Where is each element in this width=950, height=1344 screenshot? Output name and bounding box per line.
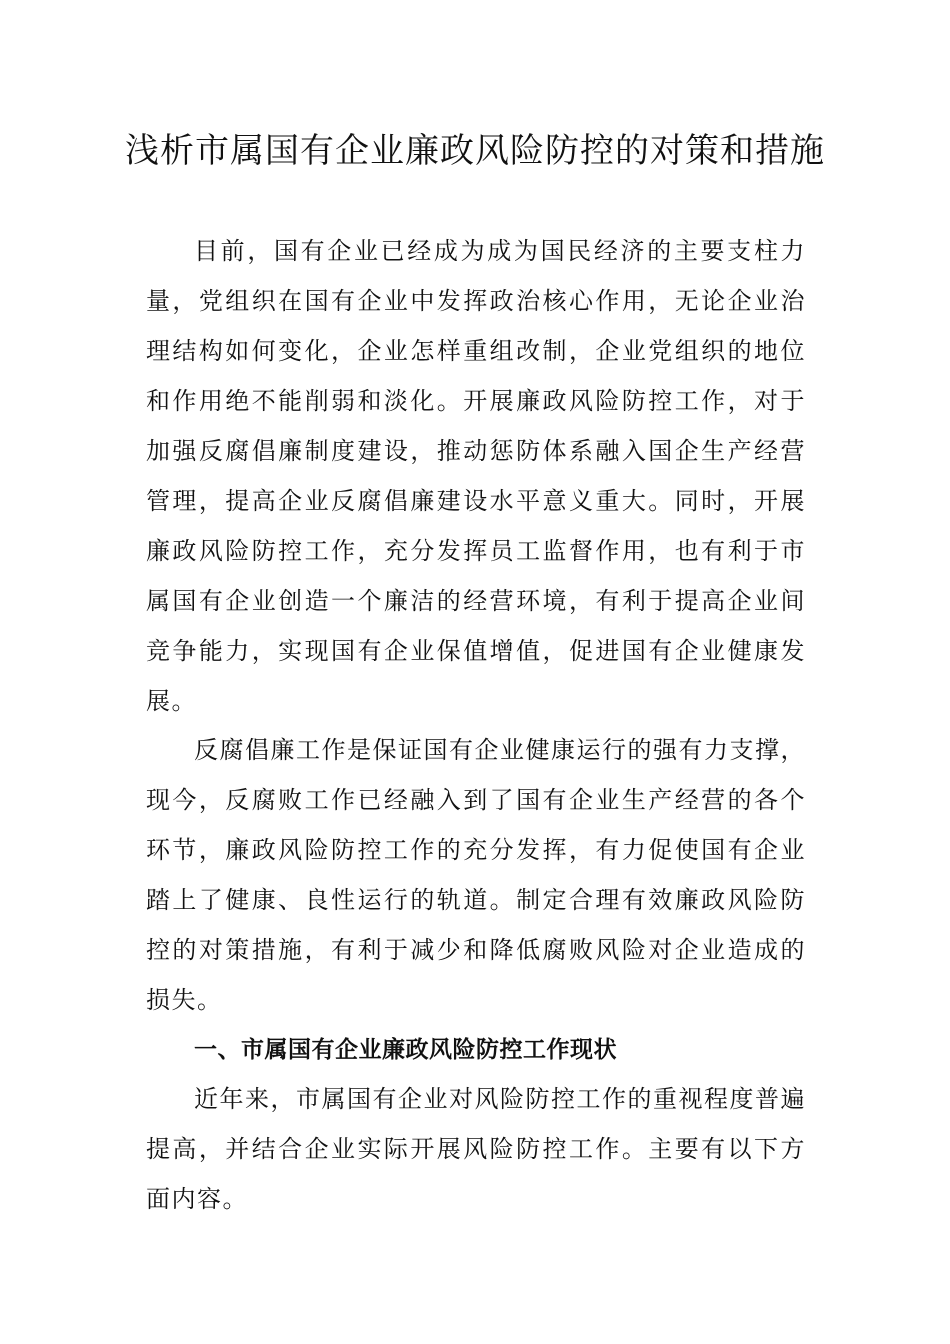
paragraph-section-one: 近年来，市属国有企业对风险防控工作的重视程度普遍提高，并结合企业实际开展风险防控工作。主要有以下方面内容。 [146, 1085, 806, 1213]
document-title: 浅析市属国有企业廉政风险防控的对策和措施 [125, 131, 825, 171]
paragraph-anticorruption: 反腐倡廉工作是保证国有企业健康运行的强有力支撑，现今，反腐败工作已经融入到了国有企业生产经营的各个环节，廉政风险防控工作的充分发挥，有力促使国有企业踏上了健康、良性运行的轨道。制定合理有效廉政风险防控的对策措施，有利于减少和降低腐败风险对企业造成的损失。 [146, 736, 806, 1014]
section-heading: 一、市属国有企业廉政风险防控工作现状 [194, 1037, 617, 1063]
paragraph-intro: 目前，国有企业已经成为成为国民经济的主要支柱力量，党组织在国有企业中发挥政治核心作用，无论企业治理结构如何变化，企业怎样重组改制，企业党组织的地位和作用绝不能削弱和淡化。开展廉政风险防控工作，对于加强反腐倡廉制度建设，推动惩防体系融入国企生产经营管理，提高企业反腐倡廉建设水平意义重大。同时，开展廉政风险防控工作，充分发挥员工监督作用，也有利于市属国有企业创造一个廉洁的经营环境，有利于提高企业间竞争能力，实现国有企业保值增值，促进国有企业健康发展。 [146, 237, 806, 715]
